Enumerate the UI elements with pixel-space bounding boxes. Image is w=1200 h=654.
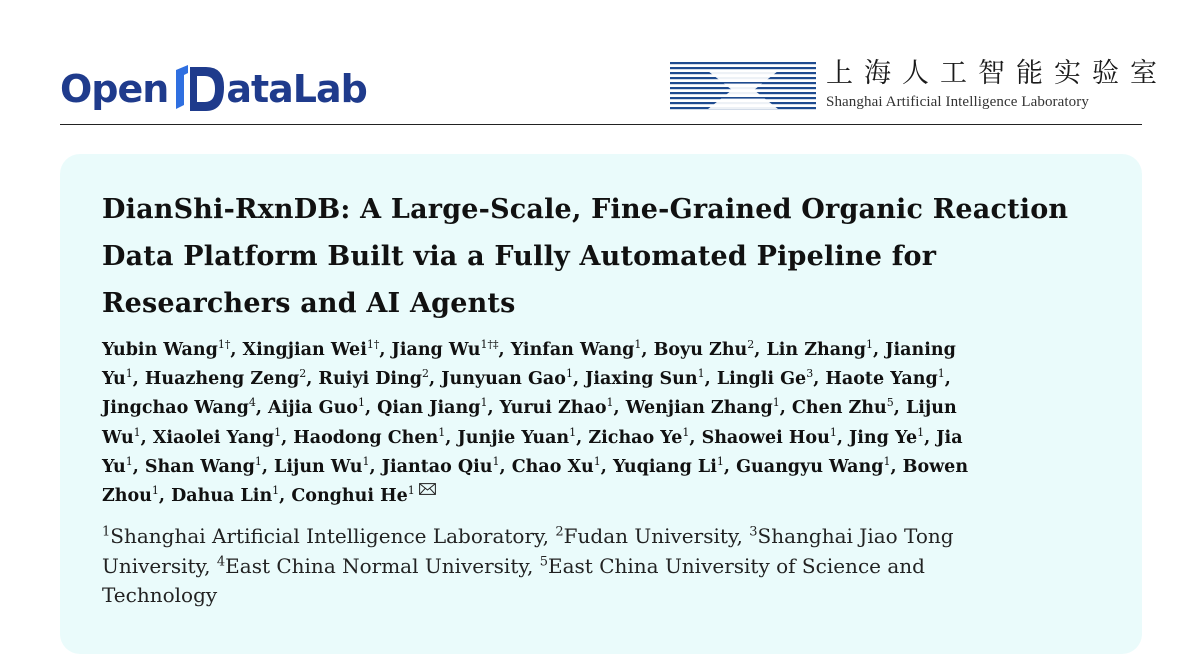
author-name: Boyu Zhu xyxy=(653,340,748,360)
author-separator: , xyxy=(445,427,458,448)
author-name: Conghui He xyxy=(291,486,408,507)
author-separator: , xyxy=(364,398,378,419)
author-separator: , xyxy=(279,486,292,507)
author-line xyxy=(102,336,1102,365)
author-affiliation-mark: 1 xyxy=(272,484,280,498)
title-line: Data Platform Built via a Fully Automated Pipeline for xyxy=(102,241,937,272)
author-name: Junjie Yuan xyxy=(457,427,570,448)
author-name: Haote Yang xyxy=(825,369,938,390)
author-name: Junyuan Gao xyxy=(441,369,566,390)
affiliation-number: 1 xyxy=(102,524,111,540)
author-separator: , xyxy=(576,427,589,448)
logo-word-atalab: ataLab xyxy=(226,67,367,111)
opendatalab-d-icon xyxy=(172,63,228,115)
author-affiliation-mark: 1 xyxy=(569,425,577,439)
header-divider xyxy=(60,124,1142,125)
author-affiliation-mark: 4 xyxy=(248,396,256,410)
author-separator: , xyxy=(613,398,626,419)
opendatalab-logo xyxy=(60,62,367,116)
author-separator: , xyxy=(813,369,826,390)
author-affiliation-mark: 1 xyxy=(682,425,690,439)
author-name: Yubin Wang xyxy=(102,340,218,360)
affiliation-list xyxy=(102,522,1102,611)
author-affiliation-mark: 1 xyxy=(407,484,415,498)
affiliation-text: East China University of Science and xyxy=(548,553,925,578)
author-name: Lijun xyxy=(905,398,957,419)
author-name: Guangyu Wang xyxy=(736,456,884,477)
author-line xyxy=(102,453,1102,482)
paper-title xyxy=(102,186,1112,327)
author-name: Shan Wang xyxy=(144,456,255,477)
author-separator: , xyxy=(704,369,717,390)
author-affiliation-mark: 1 xyxy=(254,454,262,468)
logo-word-open: Open xyxy=(60,67,169,111)
author-name: Aijia Guo xyxy=(268,398,358,419)
affiliation-number: 3 xyxy=(749,524,758,540)
author-name: Zichao Ye xyxy=(588,427,683,448)
author-name: Jingchao Wang xyxy=(102,398,249,419)
author-affiliation-mark: 1 xyxy=(606,396,614,410)
affiliation-text: Fudan University, xyxy=(563,524,750,548)
affiliation-text: University, xyxy=(102,553,217,578)
author-separator: , xyxy=(379,340,392,360)
author-name: Lingli Ge xyxy=(716,369,807,390)
author-affiliation-mark: 1 xyxy=(133,425,141,439)
shanghai-ai-lab-logo-icon xyxy=(668,62,818,110)
author-affiliation-mark: 5 xyxy=(886,396,894,410)
title-line: Researchers and AI Agents xyxy=(102,288,516,319)
author-separator: , xyxy=(924,427,937,448)
author-name: Shaowei Hou xyxy=(701,427,830,448)
author-separator: , xyxy=(689,427,702,448)
author-name: Yuqiang Li xyxy=(612,456,717,477)
author-name: Yu xyxy=(102,456,126,477)
author-separator: , xyxy=(306,369,319,390)
author-affiliation-mark: 1 xyxy=(480,396,488,410)
author-name: Huazheng Zeng xyxy=(144,369,300,390)
author-name: Bowen xyxy=(902,456,969,477)
author-separator: , xyxy=(230,340,243,360)
author-affiliation-mark: 1†‡ xyxy=(480,338,499,352)
affiliation-text: Technology xyxy=(102,583,218,607)
author-name: Jia xyxy=(936,427,963,448)
author-separator: , xyxy=(281,427,294,448)
author-affiliation-mark: 1 xyxy=(125,367,133,381)
author-separator: , xyxy=(836,427,849,448)
affiliation-text: Shanghai Jiao Tong xyxy=(757,524,954,548)
author-name: Xiaolei Yang xyxy=(152,427,275,448)
author-separator: , xyxy=(779,398,792,419)
author-affiliation-mark: 1 xyxy=(593,454,601,468)
author-name: Wu xyxy=(102,427,134,448)
author-separator: , xyxy=(890,456,903,477)
author-affiliation-mark: 2 xyxy=(747,338,755,352)
author-affiliation-mark: 1 xyxy=(634,338,642,352)
author-affiliation-mark: 1 xyxy=(829,425,837,439)
author-affiliation-mark: 1 xyxy=(917,425,925,439)
author-affiliation-mark: 1 xyxy=(772,396,780,410)
author-name: Dahua Lin xyxy=(171,486,273,507)
author-name: Jiaxing Sun xyxy=(585,369,698,390)
author-separator: , xyxy=(944,369,951,390)
affiliation-line xyxy=(102,581,1102,611)
author-line xyxy=(102,482,1102,511)
author-line xyxy=(102,424,1102,453)
author-line xyxy=(102,394,1102,423)
author-name: Ruiyi Ding xyxy=(318,369,423,390)
author-affiliation-mark: 1† xyxy=(366,338,380,352)
author-separator: , xyxy=(600,456,613,477)
author-separator: , xyxy=(369,456,382,477)
affiliation-number: 5 xyxy=(539,553,549,569)
author-separator: , xyxy=(572,369,586,390)
affiliation-line xyxy=(102,552,1102,582)
author-name: Lijun Wu xyxy=(274,456,363,477)
author-name: Jianing xyxy=(885,340,956,360)
author-name: Yurui Zhao xyxy=(499,398,607,419)
author-separator: , xyxy=(140,427,153,448)
author-separator: , xyxy=(255,398,268,419)
author-affiliation-mark: 1 xyxy=(937,367,945,381)
author-separator: , xyxy=(754,340,767,360)
author-separator: , xyxy=(873,340,886,360)
author-affiliation-mark: 1† xyxy=(217,338,231,352)
author-name: Lin Zhang xyxy=(766,340,867,360)
author-name: Jiang Wu xyxy=(391,340,481,360)
author-affiliation-mark: 1 xyxy=(362,454,370,468)
author-name: Jiantao Qiu xyxy=(381,456,493,477)
shanghai-ai-lab-english-name: Shanghai Artificial Intelligence Laboratory xyxy=(826,94,1089,110)
affiliation-number: 2 xyxy=(555,524,564,540)
author-affiliation-mark: 1 xyxy=(492,454,500,468)
author-separator: , xyxy=(132,456,145,477)
affiliation-line xyxy=(102,522,1102,552)
author-separator: , xyxy=(261,456,275,477)
author-separator: , xyxy=(499,456,512,477)
author-name: Zhou xyxy=(102,486,152,507)
author-name: Haodong Chen xyxy=(293,427,439,448)
affiliation-text: East China Normal University, xyxy=(225,553,540,578)
author-separator: , xyxy=(498,340,511,360)
author-name: Xingjian Wei xyxy=(242,340,367,360)
author-affiliation-mark: 1 xyxy=(151,484,159,498)
author-list xyxy=(102,336,1102,511)
author-name: Chao Xu xyxy=(511,456,594,477)
author-affiliation-mark: 1 xyxy=(274,425,282,439)
author-name: Qian Jiang xyxy=(377,398,481,419)
author-separator: , xyxy=(132,369,145,390)
author-name: Yu xyxy=(102,369,126,390)
affiliation-text: Shanghai Artificial Intelligence Laboratory, xyxy=(110,524,556,548)
author-name: Wenjian Zhang xyxy=(625,398,773,419)
author-affiliation-mark: 1 xyxy=(697,367,705,381)
affiliation-number: 4 xyxy=(216,553,226,569)
author-affiliation-mark: 1 xyxy=(438,425,446,439)
author-affiliation-mark: 1 xyxy=(866,338,874,352)
author-name: Chen Zhu xyxy=(791,398,887,419)
author-affiliation-mark: 1 xyxy=(716,454,724,468)
author-affiliation-mark: 1 xyxy=(357,396,365,410)
author-separator: , xyxy=(487,398,500,419)
author-separator: , xyxy=(158,486,172,507)
author-affiliation-mark: 3 xyxy=(806,367,814,381)
author-separator: , xyxy=(893,398,906,419)
author-separator: , xyxy=(429,369,442,390)
title-line: DianShi-RxnDB: A Large-Scale, Fine-Grained Organic Reaction xyxy=(102,194,1069,225)
author-name: Jing Ye xyxy=(849,427,918,448)
envelope-icon xyxy=(419,483,436,495)
author-affiliation-mark: 1 xyxy=(565,367,573,381)
author-separator: , xyxy=(723,456,737,477)
shanghai-ai-lab-chinese-name: 上海人工智能实验室 xyxy=(826,58,1168,89)
author-affiliation-mark: 1 xyxy=(883,454,891,468)
author-affiliation-mark: 2 xyxy=(299,367,307,381)
author-name: Yinfan Wang xyxy=(510,340,635,360)
author-affiliation-mark: 1 xyxy=(125,454,133,468)
author-affiliation-mark: 2 xyxy=(422,367,430,381)
author-separator: , xyxy=(641,340,654,360)
author-line xyxy=(102,365,1102,394)
